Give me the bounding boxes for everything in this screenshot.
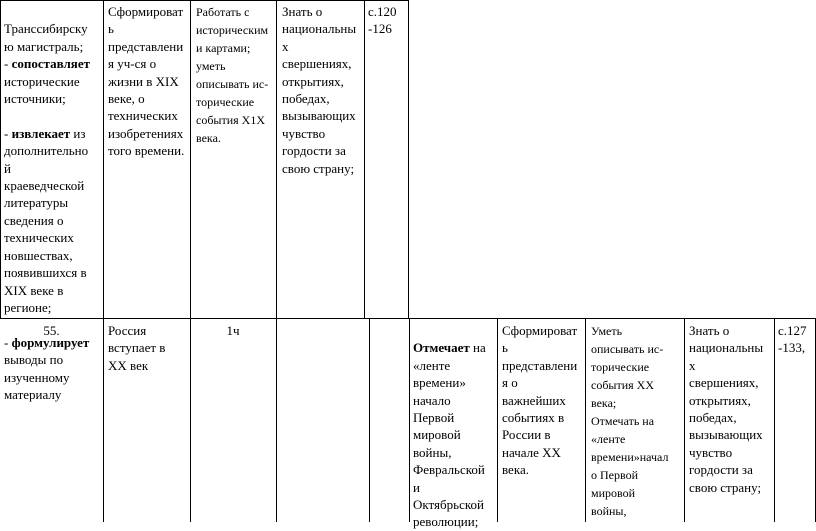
row2-pages: с.127 -133, (778, 323, 807, 356)
row-divider (0, 318, 816, 319)
row1-activities-cell (4, 3, 102, 421)
row1-activity-item: - формулирует выводы по изученному материалу (4, 334, 90, 402)
row1-activity-verb: сопоставляет (11, 56, 90, 72)
row2-metasubject-result: Уметь описывать ис- торические события ХХ века; Отмечать на «ленте времени»начал о Первой мировой войны, (591, 324, 669, 518)
row2-lesson-topic: Россия вступает в ХХ век (108, 323, 166, 373)
col-border-0 (0, 0, 1, 318)
col-border-5 (364, 0, 365, 318)
row2-lesson-number: 55. (43, 323, 60, 338)
col-border-r2-d (585, 318, 586, 522)
row2-activity-verb: Отмечает (413, 340, 470, 356)
col-border-r2-e (684, 318, 685, 522)
col-border-6 (408, 0, 409, 318)
row1-activity-item: - извлекает из дополнительно й краеведческой литературы сведения о технических новшествах, появившихся в XIX веке в регионе; (4, 125, 89, 315)
row2-activity-text: на «ленте времени» начало Первой мировой войны, Февральской и Октябрьской революции; (413, 340, 486, 530)
row2-activities-cell (413, 322, 497, 531)
row1-subject-result: Знать о национальны х свершениях, открытиях, победах, вызывающих чувство гордости за свою страну; (282, 4, 357, 176)
row1-activity-verb: извлекает (11, 125, 71, 141)
row2-personal-result: Сформироват ь представлени я о важнейших событиях в России в начале ХХ века. (502, 323, 578, 478)
table-top-border (0, 0, 408, 1)
col-border-1 (103, 0, 104, 522)
col-border-r2-a (369, 318, 370, 522)
row1-activity-verb: формулирует (11, 334, 90, 350)
col-border-3 (190, 318, 191, 522)
col-border-4 (276, 0, 277, 522)
col-border-r2-b (409, 318, 410, 522)
row1-personal-result: Сформироват ь представлени я уч-ся о жизни в XIX веке, о технических изобретениях того времени. (108, 4, 185, 159)
row1-pages: с.120 -126 (368, 4, 397, 37)
col-border-r2-c (497, 318, 498, 522)
col-border-r2-f (774, 318, 775, 522)
row1-activities-intro: Транссибирску ю магистраль; (4, 21, 88, 54)
row1-metasubject-result: Работать с историческим и картами; уметь описывать ис- торические события Х1Х века. (196, 5, 269, 145)
row1-activity-item: - сопоставляет исторические источники; (4, 56, 90, 107)
row2-hours: 1ч (226, 323, 240, 338)
row2-subject-result: Знать о национальны х свершениях, открытиях, победах, вызывающих чувство гордости за свою страну; (689, 323, 764, 495)
col-border-2 (190, 0, 191, 318)
